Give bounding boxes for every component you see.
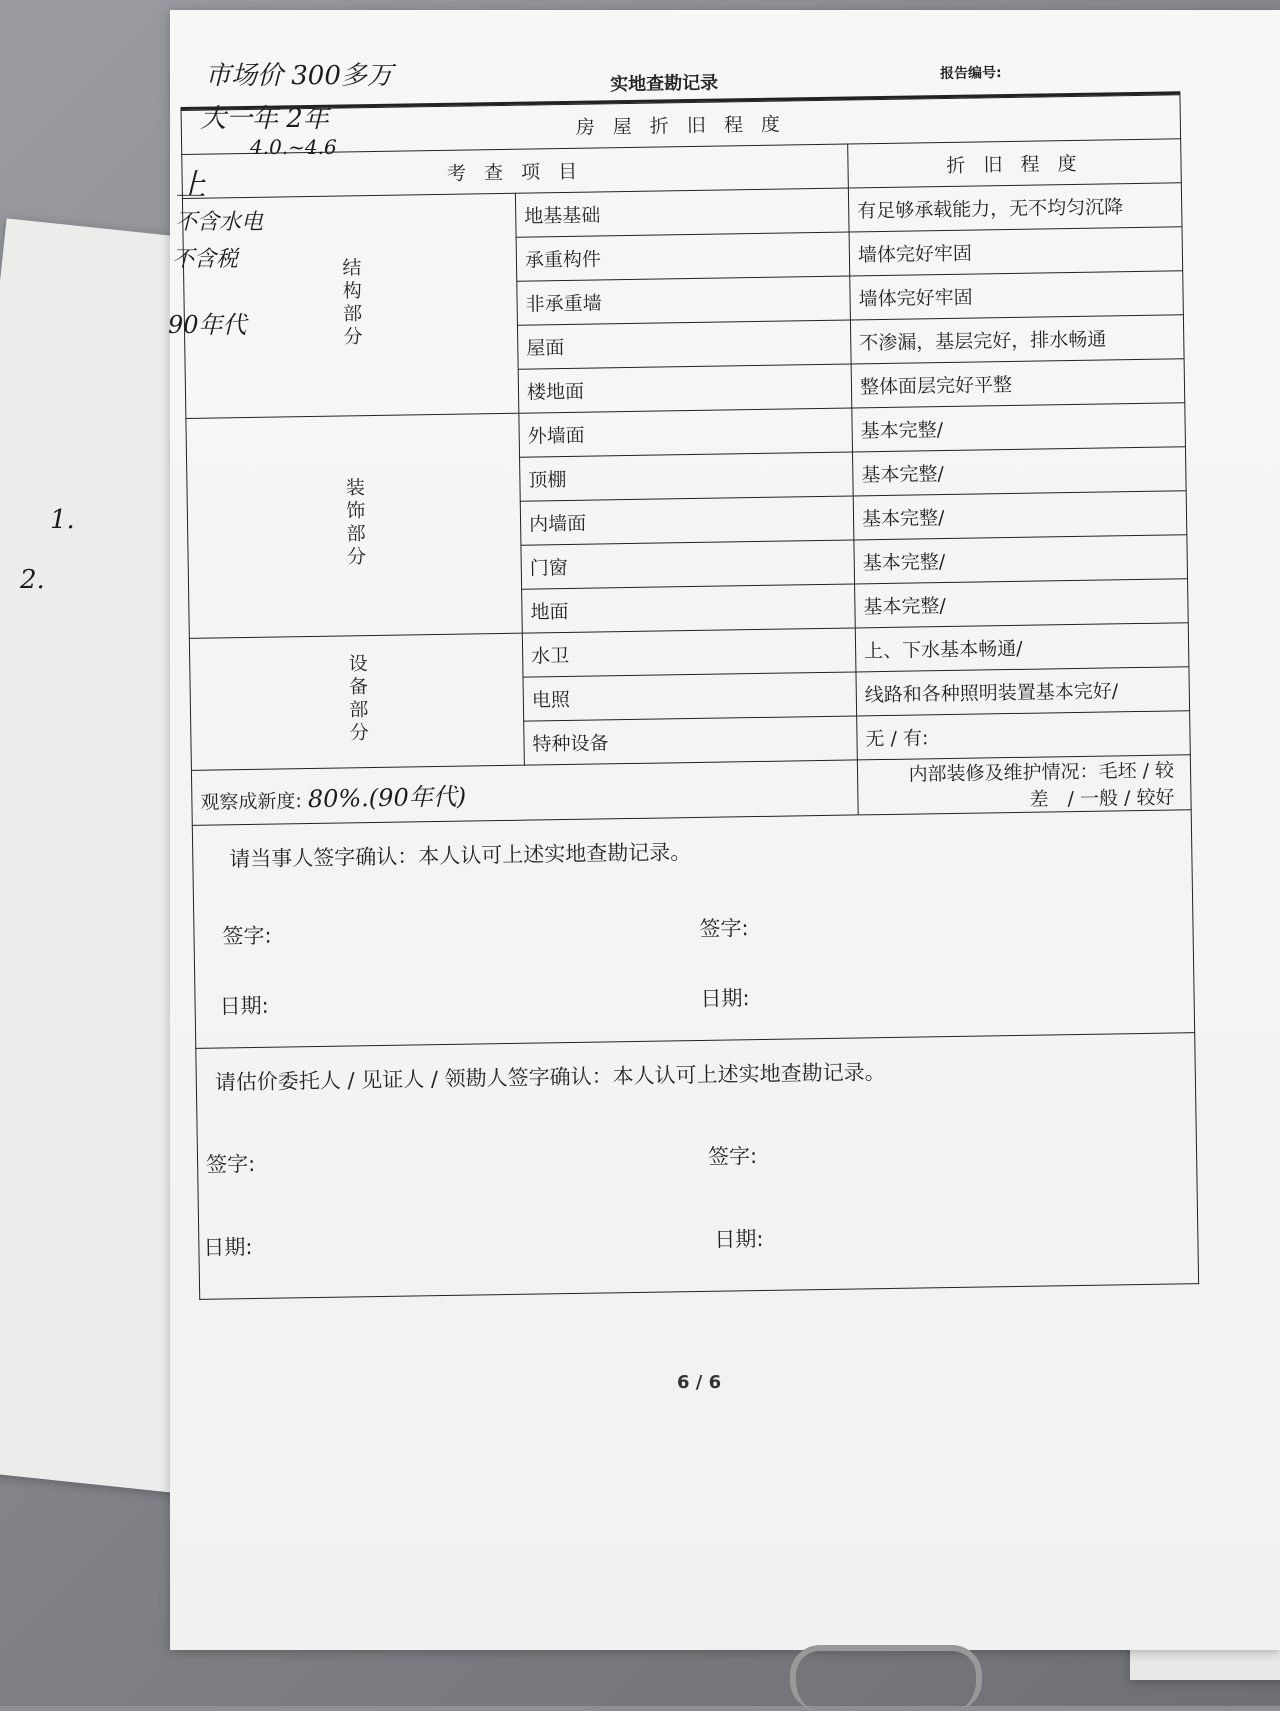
client-sign-label-left: 签字: — [205, 1151, 256, 1177]
group-label-structure: 结构部分 — [182, 193, 518, 418]
row-item: 门窗 — [521, 540, 855, 589]
observation-label: 观察成新度: — [200, 789, 302, 814]
row-item: 承重构件 — [516, 232, 850, 281]
handwritten-note: 不含税 — [172, 247, 239, 272]
row-value: 基本完整/ — [852, 403, 1186, 452]
row-value: 无 / 有: — [857, 711, 1191, 760]
client-confirm-text: 请估价委托人 / 见证人 / 领勘人签字确认：本人认可上述实地查勘记录。 — [214, 1060, 886, 1095]
client-sign-label-right: 签字: — [707, 1144, 758, 1169]
row-item: 楼地面 — [518, 364, 852, 413]
row-value: 基本完整/ — [853, 447, 1187, 496]
section-title: 房 屋 折 旧 程 度 — [181, 95, 1181, 155]
party-sign-label-left: 签字: — [222, 923, 272, 949]
form-title: 实地查勘记录 — [610, 72, 719, 96]
client-date-label-left: 日期: — [203, 1235, 253, 1260]
observation-handwritten: 80%.(90年代) — [307, 782, 467, 813]
row-value: 线路和各种照明装置基本完好/ — [856, 667, 1190, 716]
handwritten-note: 90年代 — [168, 311, 247, 339]
handwritten-note: 不含水电 — [175, 210, 264, 235]
client-confirm-box — [195, 1033, 1199, 1300]
row-item: 顶棚 — [520, 452, 854, 501]
page-number: 6 / 6 — [677, 1372, 722, 1393]
row-item: 特种设备 — [524, 716, 858, 765]
row-value: 墙体完好牢固 — [849, 227, 1183, 276]
row-item: 电照 — [523, 672, 857, 721]
party-date-label-left: 日期: — [219, 993, 269, 1019]
party-date-label-right: 日期: — [700, 986, 750, 1011]
row-item: 非承重墙 — [517, 276, 851, 325]
group-label-decoration: 装饰部分 — [186, 413, 522, 638]
row-item: 屋面 — [517, 320, 851, 369]
depreciation-table — [181, 94, 1192, 826]
party-confirm-text: 请当事人签字确认：本人认可上述实地查勘记录。 — [229, 840, 692, 872]
handwritten-note: 上 — [176, 168, 206, 203]
observation-cell — [191, 760, 858, 825]
handwritten-note: 2. — [20, 565, 45, 595]
party-confirm-box — [192, 810, 1195, 1049]
row-value: 整体面层完好平整 — [851, 359, 1185, 408]
row-value: 基本完整/ — [855, 579, 1189, 628]
row-value: 基本完整/ — [853, 491, 1187, 540]
survey-form — [180, 59, 1199, 1300]
row-item: 水卫 — [522, 628, 856, 677]
column-header-degree: 折 旧 程 度 — [848, 139, 1182, 188]
row-item: 地面 — [522, 584, 856, 633]
row-item: 内墙面 — [520, 496, 854, 545]
row-value: 墙体完好牢固 — [850, 271, 1184, 320]
row-value: 基本完整/ — [854, 535, 1188, 584]
paper-clip — [790, 1645, 982, 1711]
column-header-item: 考 查 项 目 — [182, 144, 849, 198]
row-item: 地基基础 — [515, 188, 849, 237]
maintenance-cell: 内部装修及维护情况：毛坯 / 较差 / 一般 / 较好 — [857, 755, 1191, 815]
report-number-label: 报告编号: — [939, 65, 1002, 83]
party-sign-label-right: 签字: — [699, 916, 749, 941]
row-value: 上、下水基本畅通/ — [855, 623, 1189, 672]
row-value: 有足够承载能力，无不均匀沉降 — [848, 183, 1182, 232]
client-date-label-right: 日期: — [714, 1226, 764, 1252]
handwritten-note: 市场价 300多万 — [205, 61, 393, 91]
row-value: 不渗漏，基层完好，排水畅通 — [850, 315, 1184, 364]
handwritten-note: 大一年 2年 — [200, 104, 329, 134]
group-label-equipment: 设备部分 — [189, 633, 524, 770]
handwritten-note: 1. — [50, 505, 75, 535]
handwritten-note: 4.0.~4.6 — [250, 135, 337, 159]
row-item: 外墙面 — [519, 408, 853, 457]
